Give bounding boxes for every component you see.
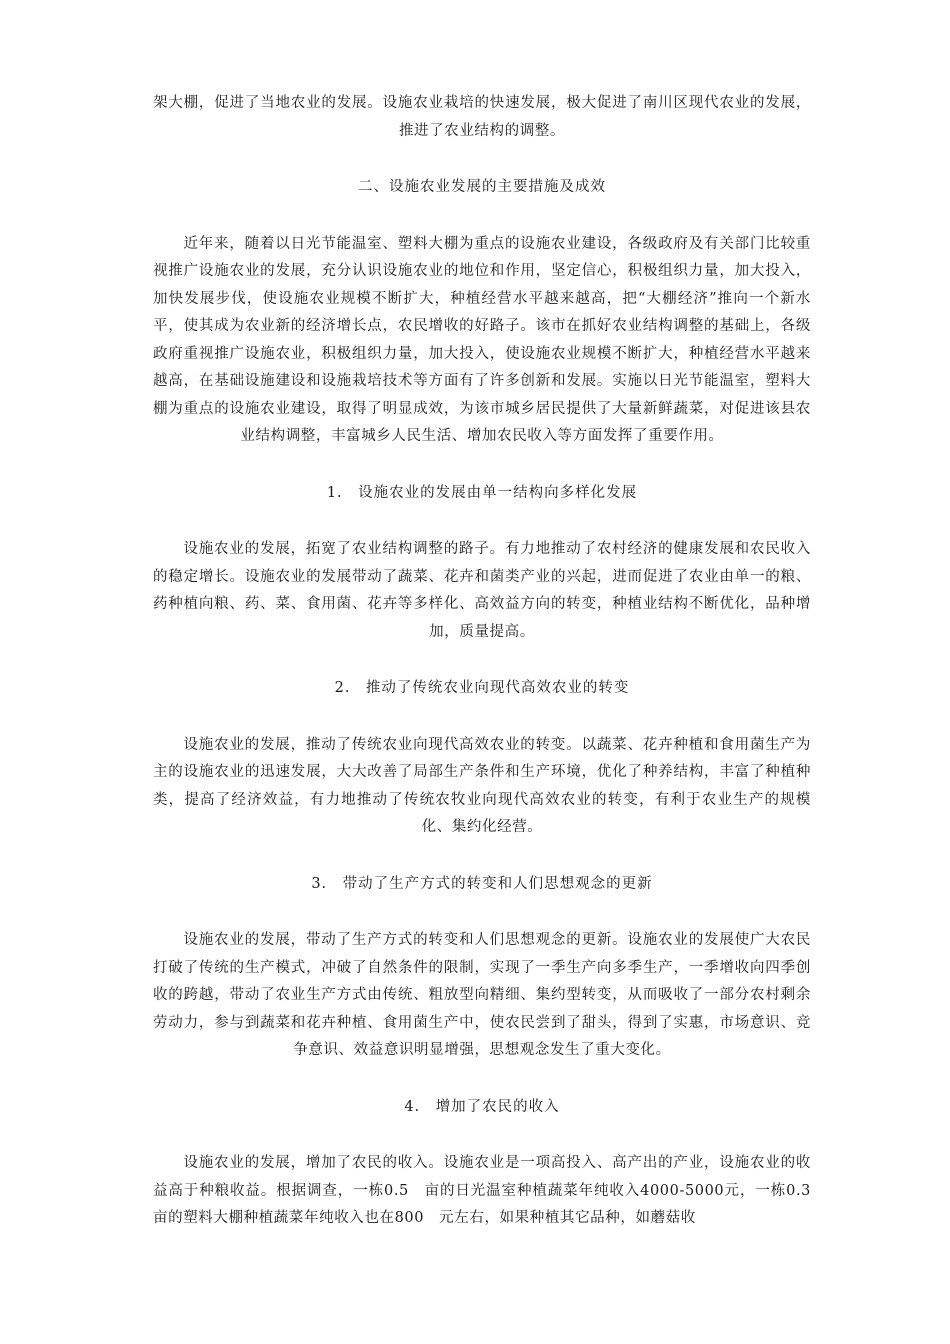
subsection-heading-1: 1. 设施农业的发展由单一结构向多样化发展 [326,484,638,501]
subsection-paragraph-2: 设施农业的发展，推动了传统农业向现代高效农业的转变。以蔬菜、花卉种植和食用菌生产为主的设施农业的迅速发展，大大改善了局部生产条件和生产环境，优化了种养结构，丰富了种植种类，提高了经济效益，有力地推动了传统农牧业向现代高效农业的转变，有利于农业生产的规模化、集约化经营。 [153,736,811,835]
section-heading: 二、设施农业发展的主要措施及成效 [358,179,606,195]
subsection-heading-2: 2. 推动了传统农业向现代高效农业的转变 [334,680,630,696]
document-page [153,90,827,1233]
section-paragraph: 近年来，随着以日光节能温室、塑料大棚为重点的设施农业建设，各级政府及有关部门比较重视推广设施农业的发展，充分认识设施农业的地位和作用，坚定信心，积极组织力量，加大投入，加快发展步伐，使设施农业规模不断扩大，种植经营水平越来越高，把“大棚经济”推向一个新水平，使其成为农业新的经济增长点，农民增收的好路子。该市在抓好农业结构调整的基础上，各级政府重视推广设施农业，积极组织力量，加大投入，使设施农业规模不断扩大，种植经营水平越来越高，在基础设施建设和设施栽培技术等方面有了许多创新和发展。实施以日光节能温室，塑料大棚为重点的设施农业建设，取得了明显成效，为该市城乡居民提供了大量新鲜蔬菜，对促进该县农业结构调整，丰富城乡人民生活、增加农民收入等方面发挥了重要作用。 [153,235,811,444]
subsection-paragraph-4: 设施农业的发展，增加了农民的收入。设施农业是一项高投入、高产出的产业，设施农业的收益高于种粮收益。根据调查，一栋0.5 亩的日光温室种植蔬菜年纯收入4000-5000元，一栋0.3 亩的塑料大棚种植蔬菜年纯收入也在800 元左右，如果种植其它品种，如蘑菇收 [153,1155,827,1226]
subsection-heading-4: 4. 增加了农民的收入 [404,1098,560,1115]
subsection-heading-3: 3. 带动了生产方式的转变和人们思想观念的更新 [311,875,653,892]
intro-paragraph: 架大棚，促进了当地农业的发展。设施农业栽培的快速发展，极大促进了南川区现代农业的发展，推进了农业结构的调整。 [153,95,811,139]
subsection-paragraph-3: 设施农业的发展，带动了生产方式的转变和人们思想观念的更新。设施农业的发展使广大农民打破了传统的生产模式，冲破了自然条件的限制，实现了一季生产向多季生产，一季增收向四季创收的跨越，带动了农业生产方式由传统、粗放型向精细、集约型转变，从而吸收了一部分农村剩余劳动力，参与到蔬菜和花卉种植、食用菌生产中，使农民尝到了甜头，得到了实惠，市场意识、竞争意识、效益意识明显增强，思想观念发生了重大变化。 [153,932,811,1058]
subsection-paragraph-1: 设施农业的发展，拓宽了农业结构调整的路子。有力地推动了农村经济的健康发展和农民收入的稳定增长。设施农业的发展带动了蔬菜、花卉和菌类产业的兴起，进而促进了农业由单一的粮、药种植向粮、药、菜、食用菌、花卉等多样化、高效益方向的转变，种植业结构不断优化，品种增加，质量提高。 [153,541,811,640]
